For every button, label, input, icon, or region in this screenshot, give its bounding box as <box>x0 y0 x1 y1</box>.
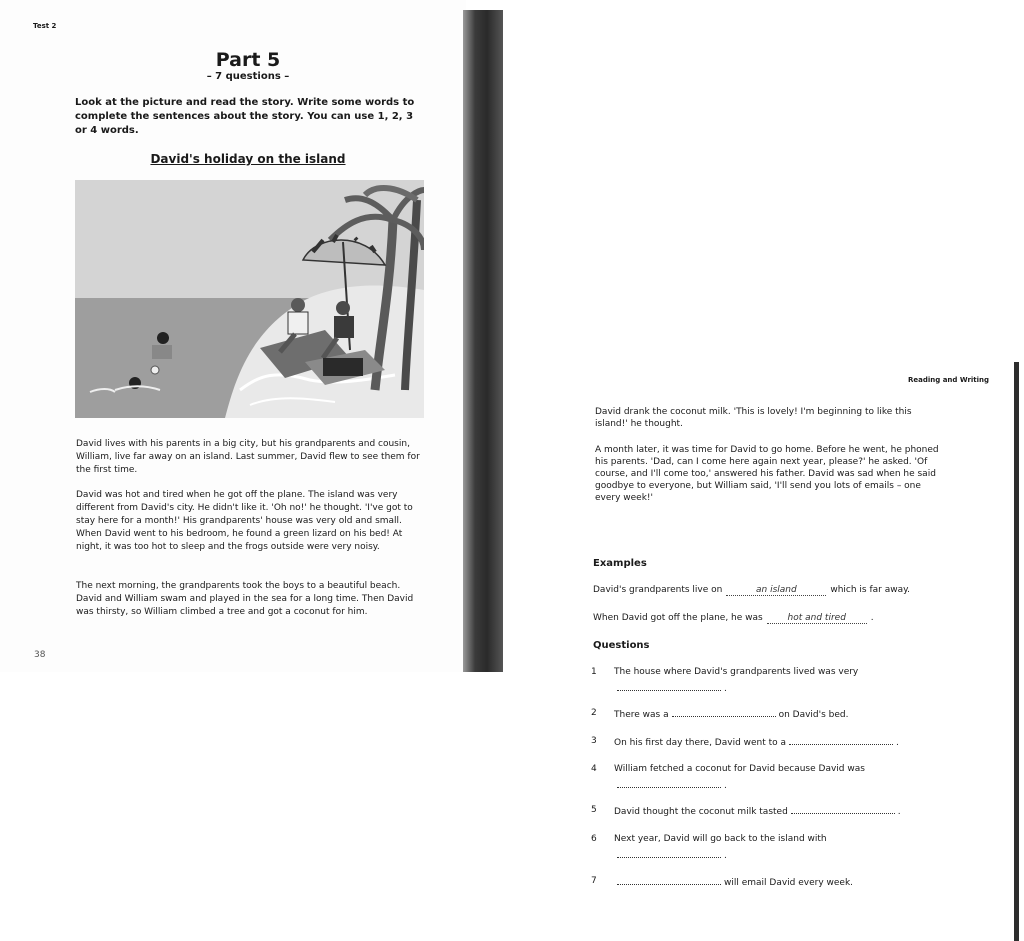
story-paragraph-4: David drank the coconut milk. 'This is lovely! I'm beginning to like this island!' he thought. <box>595 407 912 429</box>
question-answer-line <box>614 779 914 791</box>
question-answer-line <box>614 849 914 861</box>
question-text-before: There was a <box>614 710 669 720</box>
question-number: 4 <box>591 764 597 774</box>
question-text <box>614 876 914 888</box>
question-number: 6 <box>591 834 597 844</box>
answer-blank[interactable] <box>617 849 721 858</box>
question-text <box>614 805 914 817</box>
example-text-after: which is far away. <box>830 585 911 595</box>
example-text-before: David's grandparents live on <box>593 585 723 595</box>
beach-illustration <box>75 180 424 418</box>
part-subtitle: – 7 questions – <box>206 71 290 82</box>
answer-blank[interactable] <box>617 682 721 691</box>
question-text-after: . <box>896 738 899 748</box>
question-text-after: will email David every week. <box>724 878 854 888</box>
question-number: 3 <box>591 736 597 746</box>
page-edge-shadow <box>1014 362 1019 941</box>
question-text: Next year, David will go back to the island with <box>614 834 827 844</box>
examples-label: Examples <box>593 558 647 569</box>
story-paragraph-3: The next morning, the grandparents took the boys to a beautiful beach. David and William swam and played in the sea for a long time. Then David was thirsty, so William climbed a tree and got a coconut for him. <box>76 581 414 617</box>
question-text <box>614 736 914 748</box>
answer-blank[interactable] <box>617 876 721 885</box>
question-text-after: . <box>724 851 727 861</box>
question-text-after: . <box>724 781 727 791</box>
questions-label: Questions <box>593 640 650 651</box>
question-text-after: . <box>724 684 727 694</box>
question-text-before: David thought the coconut milk tasted <box>614 807 788 817</box>
example-text-before: When David got off the plane, he was <box>593 613 763 623</box>
question-text: William fetched a coconut for David because David was <box>614 764 865 774</box>
page-number: 38 <box>34 650 46 660</box>
part-title: Part 5 <box>215 49 281 71</box>
question-text-before: On his first day there, David went to a <box>614 738 787 748</box>
instructions: Look at the picture and read the story. Write some words to complete the sentences about the story. You can use 1, 2, 3 or 4 words. <box>75 97 415 136</box>
example-row <box>593 613 953 624</box>
answer-blank[interactable] <box>617 779 721 788</box>
page-header-reading-writing: Reading and Writing <box>908 376 990 384</box>
question-text: The house where David's grandparents lived was very <box>614 667 859 677</box>
example-row <box>593 585 953 596</box>
answer-blank[interactable] <box>789 736 893 745</box>
question-number: 5 <box>591 805 597 815</box>
question-text-after: . <box>897 807 901 817</box>
beach-scene-image <box>75 180 424 418</box>
story-paragraph-2: David was hot and tired when he got off the plane. The island was very different from David's city. He didn't like it. 'Oh no!' he thought. 'I've got to stay here for a month!' His grandparents' house was very old and small. When David went to his bedroom, he found a green lizard on his bed! At night, it was too hot to sleep and the frogs outside were very noisy. <box>76 490 413 552</box>
question-text-after: on David's bed. <box>778 710 849 720</box>
question-number: 7 <box>591 876 597 886</box>
example-answer: hot and tired <box>767 613 867 624</box>
answer-blank[interactable] <box>672 708 776 717</box>
example-text-after: . <box>870 613 874 623</box>
story-paragraph-5: A month later, it was time for David to go home. Before he went, he phoned his parents. 'Dad, can I come here again next year, please?' he asked. 'Of course, and I'll come too,' answered his father. David was sad when he said goodbye to everyone, but William said, 'I'll send you lots of emails – one every week!' <box>595 445 939 503</box>
question-number: 2 <box>591 708 597 718</box>
book-spine <box>463 10 503 672</box>
page-header-test: Test 2 <box>33 22 57 30</box>
story-paragraph-1: David lives with his parents in a big city, but his grandparents and cousin, William, live far away on an island. Last summer, David flew to see them for the first time. <box>76 439 420 475</box>
story-title: David's holiday on the island <box>150 152 346 166</box>
question-text <box>614 708 914 720</box>
answer-blank[interactable] <box>791 805 895 814</box>
question-number: 1 <box>591 667 597 677</box>
example-answer: an island <box>726 585 826 596</box>
question-answer-line <box>614 682 914 694</box>
